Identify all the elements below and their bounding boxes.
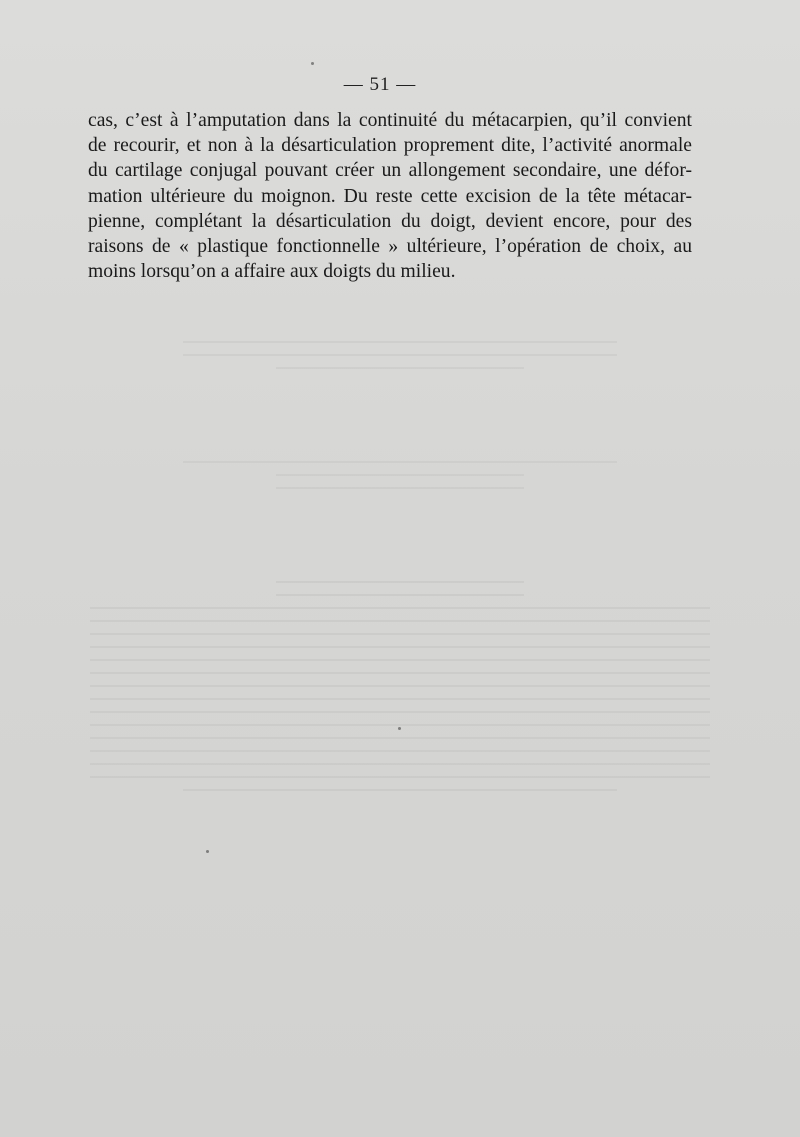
text-line: cas, c’est à l’amputation dans la continuité du métacarpien, qu’il convient bbox=[88, 110, 692, 131]
speck-3 bbox=[206, 850, 209, 853]
speck-2 bbox=[398, 727, 401, 730]
text-line: raisons de « plastique fonctionnelle » ultérieure, l’opération de choix, au bbox=[88, 236, 692, 258]
text-line: de recourir, et non à la désarticulation proprement dite, l’activité anormale bbox=[88, 135, 692, 157]
paragraph bbox=[88, 108, 692, 284]
show-through-block-1 bbox=[90, 330, 710, 380]
text-line: moins lorsqu’on a affaire aux doigts du milieu. bbox=[88, 261, 456, 283]
speck-1 bbox=[311, 62, 314, 65]
show-through-block-2 bbox=[90, 450, 710, 500]
text-line: pienne, complétant la désarticulation du doigt, devient encore, pour des bbox=[88, 210, 692, 232]
text-line: mation ultérieure du moignon. Du reste cette excision de la tête métacar- bbox=[88, 185, 692, 207]
show-through-block-3 bbox=[90, 570, 710, 802]
page-number: — 51 — bbox=[343, 74, 417, 95]
text-line: du cartilage conjugal pouvant créer un allongement secondaire, une défor- bbox=[88, 160, 692, 182]
